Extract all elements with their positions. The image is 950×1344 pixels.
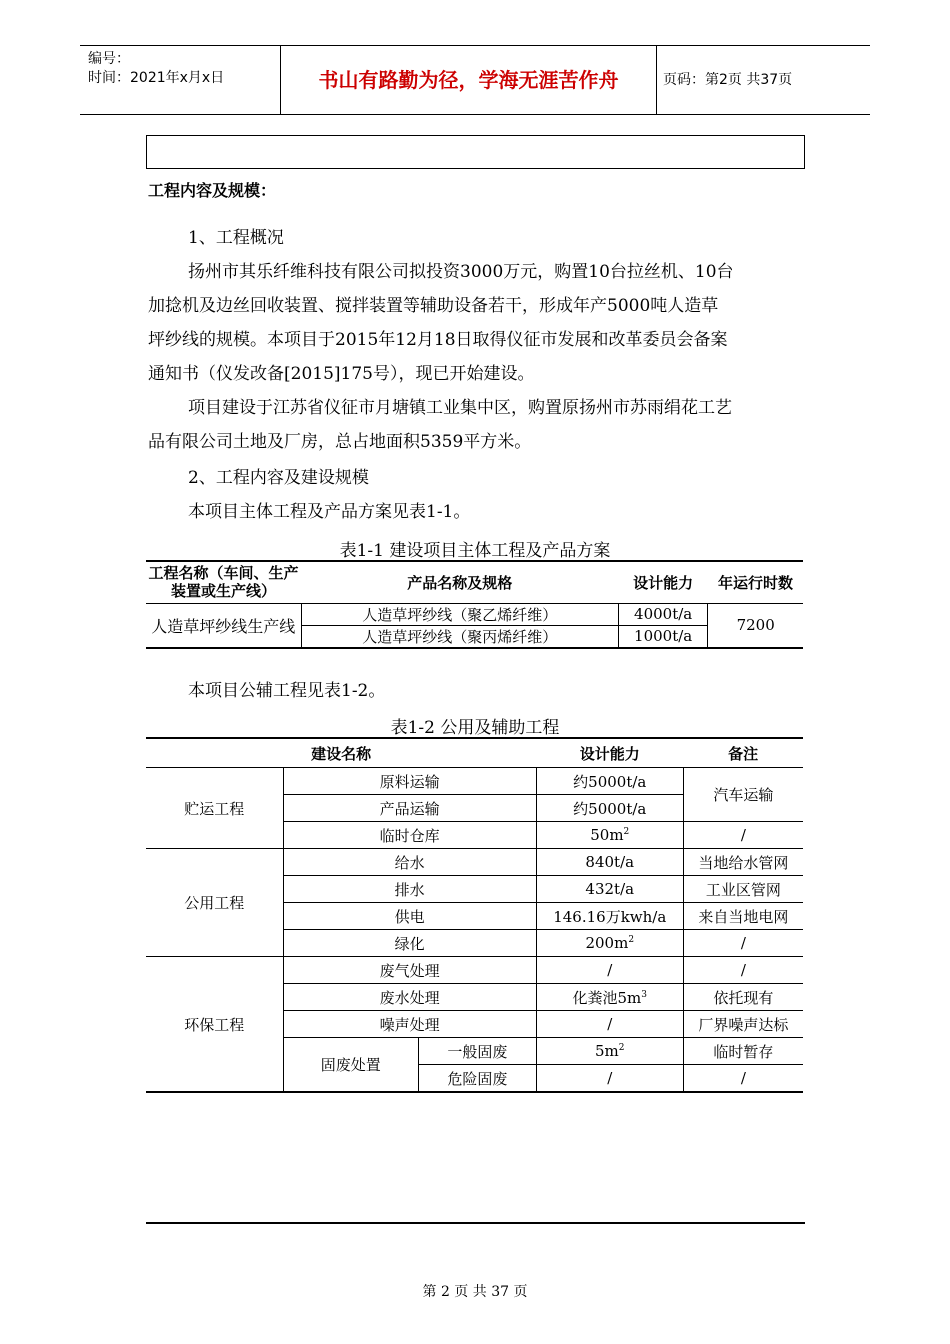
table1-header-line: 工程名称（车间、生产装置或生产线） [146, 561, 301, 603]
table2-row-name: 排水 [283, 876, 536, 903]
table-1-1 [146, 560, 803, 649]
paragraph-2-line-4: 通知书（仪发改备[2015]175号），现已开始建设。 [148, 364, 535, 384]
footer-rule [146, 1222, 805, 1224]
table2-row-name: 废气处理 [283, 957, 536, 984]
paragraph-3-line-1: 项目建设于江苏省仪征市月塘镇工业集中区，购置原扬州市苏雨绢花工艺 [188, 398, 732, 418]
table2-row-capacity: $50m^2$ [536, 822, 683, 849]
table2-row-note: 临时暂存 [683, 1038, 803, 1065]
table2-row-name: 给水 [283, 849, 536, 876]
table2-row-name: 产品运输 [283, 795, 536, 822]
serial-label: 编号： [88, 51, 130, 67]
table2-header-capacity: 设计能力 [536, 738, 683, 768]
table2-row-capacity: / [536, 1065, 683, 1093]
page-number: 第 2 页 共 37 页 [422, 1284, 528, 1300]
paragraph-6: 本项目公辅工程见表1-2。 [188, 681, 386, 701]
table2-row-name: 绿化 [283, 930, 536, 957]
table2-row-note: 汽车运输 [683, 768, 803, 822]
table2-row-capacity: 化粪池$5m^3$ [536, 984, 683, 1011]
table2-row-note: 工业区管网 [683, 876, 803, 903]
header-left [80, 46, 280, 114]
table2-row-note: / [683, 822, 803, 849]
group-solid: 固废处置 [283, 1038, 419, 1093]
time-label: 时间：2021年x月x日 [88, 70, 225, 86]
empty-box [146, 135, 805, 169]
table2-row-capacity: 840t/a [536, 849, 683, 876]
group-env: 环保工程 [146, 957, 283, 1093]
paragraph-3-line-2: 品有限公司土地及厂房，总占地面积5359平方米。 [148, 432, 532, 452]
paragraph-5: 本项目主体工程及产品方案见表1-1。 [188, 502, 471, 522]
table1-header-hours: 年运行时数 [708, 561, 803, 603]
table2-row-note: / [683, 1065, 803, 1093]
table2-row-capacity: / [536, 1011, 683, 1038]
table2-header-note: 备注 [683, 738, 803, 768]
table1-product: 人造草坪纱线（聚丙烯纤维） [301, 625, 618, 648]
table2-row-note: 来自当地电网 [683, 903, 803, 930]
table2-row-capacity: 约5000t/a [536, 768, 683, 795]
table2-row-name: 临时仓库 [283, 822, 536, 849]
table2-row-note: 厂界噪声达标 [683, 1011, 803, 1038]
paragraph-2-line-1: 扬州市其乐纤维科技有限公司拟投资3000万元，购置10台拉丝机、10台 [188, 262, 734, 282]
table1-header-product: 产品名称及规格 [301, 561, 618, 603]
table1-capacity: 4000t/a [618, 603, 708, 625]
table2-row-capacity: / [536, 957, 683, 984]
paragraph-2-line-2: 加捻机及边丝回收装置、搅拌装置等辅助设备若干，形成年产5000吨人造草 [148, 296, 719, 316]
table2-caption: 表1-2 公用及辅助工程 [390, 718, 560, 738]
table2-row-capacity: 146.16万kwh/a [536, 903, 683, 930]
table2-row-note: / [683, 930, 803, 957]
section-heading: 工程内容及规模： [148, 181, 277, 200]
table2-row-note: / [683, 957, 803, 984]
table1-product: 人造草坪纱线（聚乙烯纤维） [301, 603, 618, 625]
table1-hours: 7200 [736, 616, 775, 634]
table2-row-capacity: $5m^2$ [536, 1038, 683, 1065]
page-header [80, 45, 870, 115]
table2-row-capacity: $200m^2$ [536, 930, 683, 957]
table2-header-name: 建设名称 [146, 738, 536, 768]
motto: 书山有路勤为径，学海无涯苦作舟 [280, 46, 657, 114]
table-1-2 [146, 737, 803, 1093]
table1-header-capacity: 设计能力 [618, 561, 708, 603]
paragraph-1: 1、工程概况 [188, 228, 284, 248]
paragraph-4: 2、工程内容及建设规模 [188, 468, 369, 488]
table1-capacity: 1000t/a [618, 625, 708, 648]
table2-row-name: 供电 [283, 903, 536, 930]
table2-row-name: 危险固废 [419, 1065, 537, 1093]
table2-row-name: 原料运输 [283, 768, 536, 795]
group-utility: 公用工程 [146, 849, 283, 957]
group-storage: 贮运工程 [146, 768, 283, 849]
page-info: 页码：第2页 共37页 [663, 72, 793, 88]
table2-row-capacity: 432t/a [536, 876, 683, 903]
table1-caption: 表1-1 建设项目主体工程及产品方案 [339, 541, 611, 561]
table2-row-note: 依托现有 [683, 984, 803, 1011]
table2-row-capacity: 约5000t/a [536, 795, 683, 822]
table2-row-name: 噪声处理 [283, 1011, 536, 1038]
table1-line-name: 人造草坪纱线生产线 [151, 616, 296, 636]
paragraph-2-line-3: 坪纱线的规模。本项目于2015年12月18日取得仪征市发展和改革委员会备案 [148, 330, 728, 350]
table2-row-name: 一般固废 [419, 1038, 537, 1065]
table2-row-note: 当地给水管网 [683, 849, 803, 876]
table2-row-name: 废水处理 [283, 984, 536, 1011]
